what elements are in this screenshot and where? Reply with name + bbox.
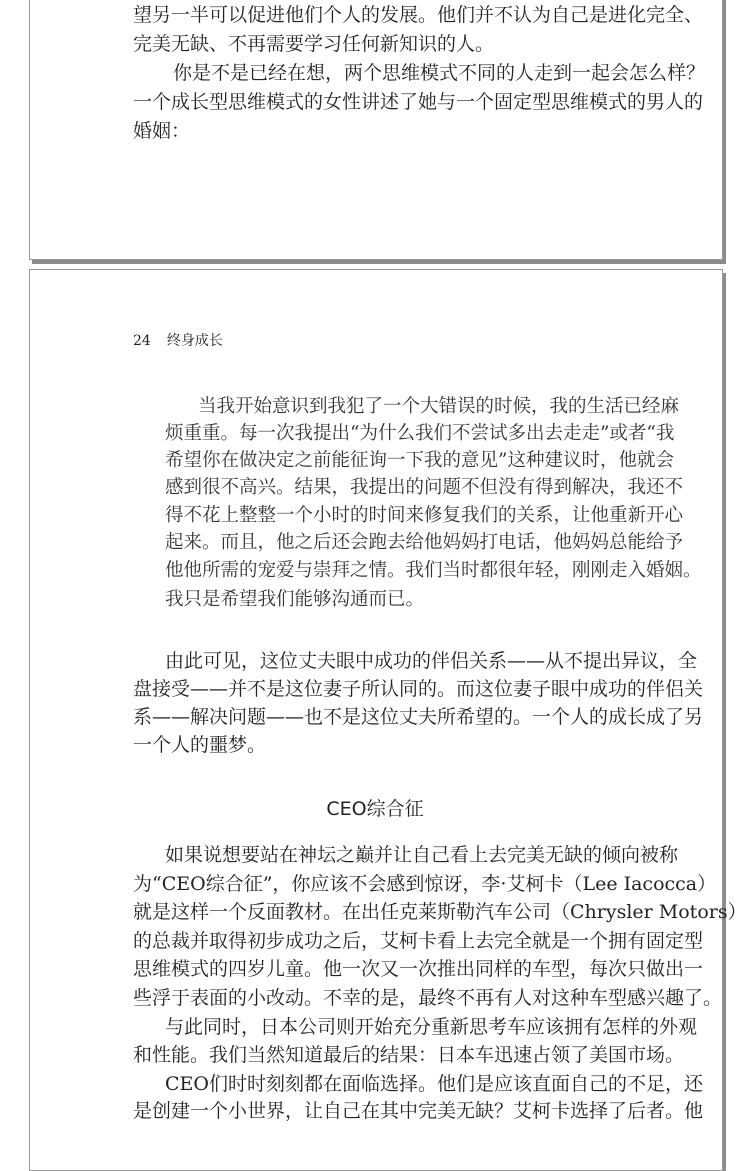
quote-line: 得不花上整整一个小时的时间来修复我们的关系，让他重新开心 — [165, 505, 684, 526]
text-line: 和性能。我们当然知道最后的结果：日本车迅速占领了美国市场。 — [133, 1044, 685, 1066]
text-line: 与此同时，日本公司则开始充分重新思考车应该拥有怎样的外观 — [165, 1016, 698, 1038]
text-line: 盘接受——并不是这位妻子所认同的。而这位妻子眼中成功的伴侣关 — [133, 678, 704, 700]
text-line: 如果说想要站在神坛之巅并让自己看上去完美无缺的倾向被称 — [165, 844, 679, 866]
text-line: 是创建一个小世界，让自己在其中完美无缺？艾柯卡选择了后者。他 — [133, 1100, 704, 1122]
text-line: CEO们时时刻刻都在面临选择。他们是应该直面自己的不足，还 — [165, 1073, 703, 1095]
page-number: 24 — [133, 333, 151, 349]
text-line: 完美无缺、不再需要学习任何新知识的人。 — [133, 33, 495, 55]
quote-line: 我只是希望我们能够沟通而已。 — [165, 589, 425, 610]
book-title: 终身成长 — [166, 333, 223, 349]
text-line: 望另一半可以促进他们个人的发展。他们并不认为自己是进化完全、 — [133, 4, 704, 26]
text-line: 你是不是已经在想，两个思维模式不同的人走到一起会怎么样？ — [173, 62, 706, 84]
text-line: 为“CEO综合征”，你应该不会感到惊讶，李·艾柯卡（Lee Iacocca） — [133, 873, 717, 895]
quote-line: 感到很不高兴。结果，我提出的问题不但没有得到解决，我还不 — [165, 477, 684, 498]
text-line: 一个成长型思维模式的女性讲述了她与一个固定型思维模式的男人的 — [133, 91, 704, 113]
text-line: 一个人的噩梦。 — [133, 734, 267, 756]
quote-line: 起来。而且，他之后还会跑去给他妈妈打电话，他妈妈总能给予 — [165, 532, 684, 553]
quote-line: 希望你在做决定之前能征询一下我的意见”这种建议时，他就会 — [165, 450, 674, 471]
text-line: 由此可见，这位丈夫眼中成功的伴侣关系——从不提出异议，全 — [165, 650, 698, 672]
text-line: 的总裁并取得初步成功之后，艾柯卡看上去完全就是一个拥有固定型 — [133, 930, 704, 952]
text-line: 就是这样一个反面教材。在出任克莱斯勒汽车公司（Chrysler Motors） — [133, 901, 747, 923]
quote-line: 当我开始意识到我犯了一个大错误的时候，我的生活已经麻 — [198, 396, 680, 417]
running-header — [133, 330, 239, 350]
text-line: 思维模式的四岁儿童。他一次又一次推出同样的车型，每次只做出一 — [133, 958, 704, 980]
section-heading: CEO综合征 — [326, 798, 424, 820]
text-line: 些浮于表面的小改动。不幸的是，最终不再有人对这种车型感兴趣了。 — [133, 987, 723, 1009]
text-line: 婚姻： — [133, 120, 191, 142]
text-line: 系——解决问题——也不是这位丈夫所希望的。一个人的成长成了另 — [133, 706, 704, 728]
quote-line: 他他所需的宠爱与崇拜之情。我们当时都很年轻，刚刚走入婚姻。 — [165, 560, 702, 581]
quote-line: 烦重重。每一次我提出“为什么我们不尝试多出去走走”或者“我 — [165, 423, 675, 444]
